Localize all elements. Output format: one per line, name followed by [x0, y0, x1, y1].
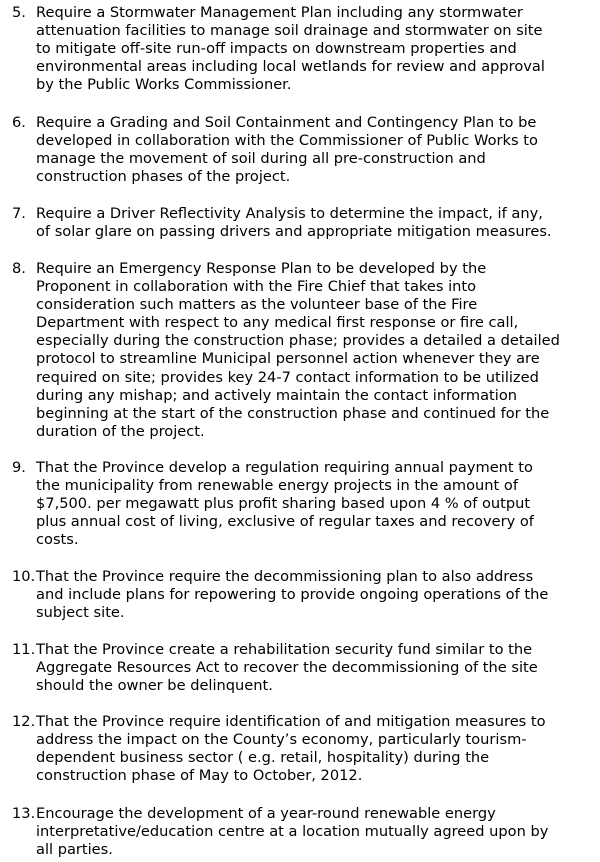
item-number: 10. [12, 568, 36, 585]
item-text: Require an Emergency Response Plan to be developed by the Proponent in collaboration with the Fire Chief that takes into consideration such matters as the volunteer base of the Fire Department with respect to any medical first response or fire call, especially during the construction phase; provides a detailed a detailed protocol to streamline Municipal personnel action whenever they are required on site; provides key 24-7 contact information to be utilized during any mishap; and actively maintain the contact information beginning at the start of the construction phase and continued for the duration of the project. [36, 260, 560, 440]
item-number: 6. [12, 114, 26, 131]
item-number: 13. [12, 805, 36, 822]
list-item [12, 205, 592, 241]
item-number: 9. [12, 459, 26, 476]
item-number: 7. [12, 205, 26, 222]
list-item [12, 713, 592, 785]
list-item [12, 805, 592, 859]
item-text: That the Province require identification of and mitigation measures to address the impact on the County’s economy, particularly tourism- dependent business sector ( e.g. retail, hospitality) during the construction phase of May to October, 2012. [36, 713, 546, 785]
item-text: Encourage the development of a year-round renewable energy interpretative/education centre at a location mutually agreed upon by all parties. [36, 805, 549, 859]
item-text: Require a Driver Reflectivity Analysis to determine the impact, if any, of solar glare on passing drivers and appropriate mitigation measures. [36, 205, 552, 241]
item-number: 12. [12, 713, 36, 730]
list-item [12, 641, 592, 695]
list-item [12, 114, 592, 186]
item-number: 11. [12, 641, 36, 658]
item-text: That the Province require the decommissioning plan to also address and include plans for repowering to provide ongoing operations of the subject site. [36, 568, 549, 622]
item-number: 8. [12, 260, 26, 277]
item-text: That the Province create a rehabilitation security fund similar to the Aggregate Resources Act to recover the decommissioning of the site should the owner be delinquent. [36, 641, 538, 695]
item-text: That the Province develop a regulation requiring annual payment to the municipality from renewable energy projects in the amount of $7,500. per megawatt plus profit sharing based upon 4 % of output plus annual cost of living, exclusive of regular taxes and recovery of costs. [36, 459, 534, 549]
list-item [12, 260, 592, 441]
list-item [12, 4, 592, 94]
item-text: Require a Stormwater Management Plan including any stormwater attenuation facilities to manage soil drainage and stormwater on site to mitigate off-site run-off impacts on downstream properties and environmental areas including local wetlands for review and approval by the Public Works Commissioner. [36, 4, 545, 94]
list-item [12, 568, 592, 622]
list-item [12, 459, 592, 549]
item-number: 5. [12, 4, 26, 21]
item-text: Require a Grading and Soil Containment and Contingency Plan to be developed in collaboration with the Commissioner of Public Works to manage the movement of soil during all pre-construction and construction phases of the project. [36, 114, 538, 186]
